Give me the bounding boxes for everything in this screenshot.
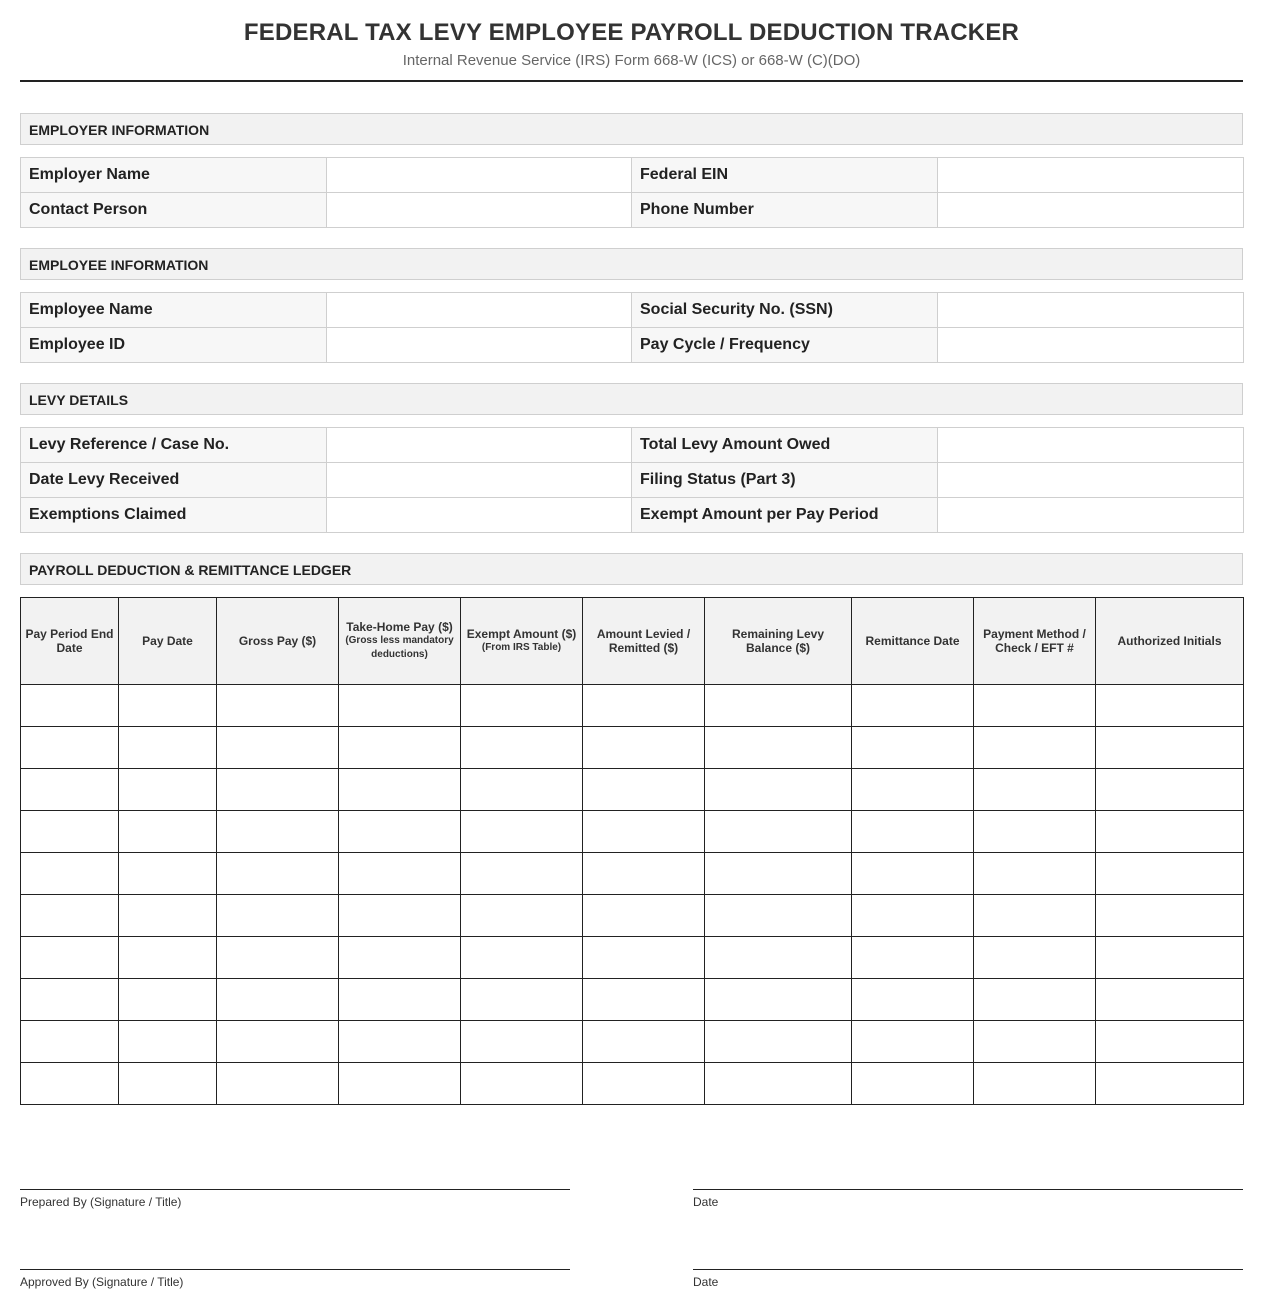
column-header xyxy=(852,598,974,685)
phone-number-field[interactable] xyxy=(938,193,1244,228)
total-levy-field[interactable] xyxy=(938,428,1244,463)
column-header-label: Pay Date xyxy=(142,634,193,648)
ledger-row xyxy=(21,811,1244,853)
ledger-cell[interactable] xyxy=(1096,769,1244,811)
ledger-cell[interactable] xyxy=(217,685,339,727)
ledger-cell[interactable] xyxy=(461,895,583,937)
employee-name-label: Employee Name xyxy=(21,293,327,328)
date-levy-received-field[interactable] xyxy=(327,463,632,498)
ledger-cell[interactable] xyxy=(461,937,583,979)
ledger-cell[interactable] xyxy=(852,895,974,937)
ledger-cell[interactable] xyxy=(217,895,339,937)
ledger-cell[interactable] xyxy=(21,1063,119,1105)
ledger-cell[interactable] xyxy=(1096,853,1244,895)
ledger-cell[interactable] xyxy=(852,685,974,727)
column-header xyxy=(119,598,217,685)
ledger-cell[interactable] xyxy=(339,769,461,811)
ledger-cell[interactable] xyxy=(21,811,119,853)
ledger-cell[interactable] xyxy=(461,1021,583,1063)
ledger-row xyxy=(21,895,1244,937)
header-divider xyxy=(20,80,1243,82)
ledger-cell[interactable] xyxy=(119,727,217,769)
ledger-cell[interactable] xyxy=(583,853,705,895)
ledger-cell[interactable] xyxy=(974,895,1096,937)
ledger-cell[interactable] xyxy=(852,979,974,1021)
ledger-cell[interactable] xyxy=(119,769,217,811)
ledger-cell[interactable] xyxy=(339,1021,461,1063)
column-header xyxy=(583,598,705,685)
ledger-cell[interactable] xyxy=(1096,685,1244,727)
exemptions-claimed-label: Exemptions Claimed xyxy=(21,498,327,533)
ledger-cell[interactable] xyxy=(21,769,119,811)
employee-name-field[interactable] xyxy=(327,293,632,328)
ledger-cell[interactable] xyxy=(119,1063,217,1105)
total-levy-label: Total Levy Amount Owed xyxy=(632,428,938,463)
ledger-cell[interactable] xyxy=(1096,727,1244,769)
ledger-cell[interactable] xyxy=(974,727,1096,769)
ledger-cell[interactable] xyxy=(974,811,1096,853)
ledger-cell[interactable] xyxy=(705,769,852,811)
column-header xyxy=(1096,598,1244,685)
column-header xyxy=(217,598,339,685)
exempt-amount-field[interactable] xyxy=(938,498,1244,533)
ledger-cell[interactable] xyxy=(583,979,705,1021)
column-header-label: Payment Method / Check / EFT # xyxy=(983,627,1086,655)
approved-by-caption: Approved By (Signature / Title) xyxy=(20,1275,184,1289)
prepared-date-signature xyxy=(693,1189,1243,1209)
employer-name-label: Employer Name xyxy=(21,158,327,193)
ledger-cell[interactable] xyxy=(1096,979,1244,1021)
ledger-cell[interactable] xyxy=(119,937,217,979)
column-header-note: (From IRS Table) xyxy=(481,642,562,653)
column-header-label: Take-Home Pay ($) xyxy=(346,620,453,634)
date-line[interactable] xyxy=(693,1189,1243,1190)
ledger-cell[interactable] xyxy=(21,937,119,979)
ledger-cell[interactable] xyxy=(119,685,217,727)
levy-details-table xyxy=(20,427,1244,533)
column-header-label: Remittance Date xyxy=(865,634,960,648)
column-header xyxy=(974,598,1096,685)
ledger-cell[interactable] xyxy=(217,979,339,1021)
ledger-cell[interactable] xyxy=(119,811,217,853)
ledger-cell[interactable] xyxy=(21,727,119,769)
section-ledger-header: PAYROLL DEDUCTION & REMITTANCE LEDGER xyxy=(20,553,1243,585)
ledger-cell[interactable] xyxy=(583,895,705,937)
phone-number-label: Phone Number xyxy=(632,193,938,228)
ledger-cell[interactable] xyxy=(461,853,583,895)
ledger-cell[interactable] xyxy=(974,853,1096,895)
approved-date-signature xyxy=(693,1269,1243,1289)
page-title: FEDERAL TAX LEVY EMPLOYEE PAYROLL DEDUCTION TRACKER xyxy=(243,19,1020,46)
ledger-cell[interactable] xyxy=(974,769,1096,811)
ledger-cell[interactable] xyxy=(461,727,583,769)
column-header-label: Authorized Initials xyxy=(1117,634,1222,648)
employee-row xyxy=(21,328,1244,363)
approved-by-signature xyxy=(20,1269,570,1289)
employee-id-label: Employee ID xyxy=(21,328,327,363)
levy-row xyxy=(21,498,1244,533)
levy-reference-field[interactable] xyxy=(327,428,632,463)
ledger-cell[interactable] xyxy=(705,853,852,895)
employer-row xyxy=(21,193,1244,228)
ledger-cell[interactable] xyxy=(339,685,461,727)
prepared-by-caption: Prepared By (Signature / Title) xyxy=(20,1195,182,1209)
ledger-cell[interactable] xyxy=(705,1063,852,1105)
page-subtitle: Internal Revenue Service (IRS) Form 668-W (ICS) or 668-W (C)(DO) xyxy=(402,52,861,69)
ledger-cell[interactable] xyxy=(1096,937,1244,979)
ledger-cell[interactable] xyxy=(852,811,974,853)
employer-name-field[interactable] xyxy=(327,158,632,193)
ledger-cell[interactable] xyxy=(339,979,461,1021)
employee-info-table xyxy=(20,292,1244,363)
ledger-cell[interactable] xyxy=(21,685,119,727)
ledger-cell[interactable] xyxy=(974,1063,1096,1105)
section-levy-header: LEVY DETAILS xyxy=(20,383,1243,415)
column-header-note: (Gross less mandatory deductions) xyxy=(345,635,454,660)
ledger-cell[interactable] xyxy=(21,1021,119,1063)
ledger-cell[interactable] xyxy=(705,727,852,769)
date-line[interactable] xyxy=(693,1269,1243,1270)
filing-status-field[interactable] xyxy=(938,463,1244,498)
employee-id-field[interactable] xyxy=(327,328,632,363)
ledger-cell[interactable] xyxy=(705,1021,852,1063)
column-header-label: Exempt Amount ($) xyxy=(466,627,577,641)
employee-row xyxy=(21,293,1244,328)
federal-ein-field[interactable] xyxy=(938,158,1244,193)
section-employer-header: EMPLOYER INFORMATION xyxy=(20,113,1243,145)
approved-date-caption: Date xyxy=(693,1275,719,1289)
filing-status-label: Filing Status (Part 3) xyxy=(632,463,938,498)
ledger-cell[interactable] xyxy=(974,685,1096,727)
ledger-cell[interactable] xyxy=(461,979,583,1021)
contact-person-field[interactable] xyxy=(327,193,632,228)
exempt-amount-label: Exempt Amount per Pay Period xyxy=(632,498,938,533)
ledger-cell[interactable] xyxy=(119,1021,217,1063)
employer-info-table xyxy=(20,157,1244,228)
ledger-cell[interactable] xyxy=(217,1063,339,1105)
pay-cycle-field[interactable] xyxy=(938,328,1244,363)
ledger-cell[interactable] xyxy=(705,979,852,1021)
exemptions-claimed-field[interactable] xyxy=(327,498,632,533)
ledger-cell[interactable] xyxy=(1096,1021,1244,1063)
ledger-cell[interactable] xyxy=(583,1021,705,1063)
ledger-cell[interactable] xyxy=(217,769,339,811)
ledger-cell[interactable] xyxy=(705,685,852,727)
ledger-cell[interactable] xyxy=(461,1063,583,1105)
signature-line[interactable] xyxy=(20,1189,570,1190)
ledger-cell[interactable] xyxy=(21,979,119,1021)
ledger-cell[interactable] xyxy=(974,979,1096,1021)
ledger-cell[interactable] xyxy=(852,937,974,979)
ledger-cell[interactable] xyxy=(1096,1063,1244,1105)
pay-cycle-label: Pay Cycle / Frequency xyxy=(632,328,938,363)
ledger-cell[interactable] xyxy=(217,811,339,853)
ledger-cell[interactable] xyxy=(852,853,974,895)
ledger-cell[interactable] xyxy=(339,937,461,979)
ledger-table xyxy=(20,597,1244,1105)
ledger-cell[interactable] xyxy=(461,685,583,727)
ledger-cell[interactable] xyxy=(852,1021,974,1063)
column-header-label: Pay Period End Date xyxy=(25,627,114,655)
ledger-row xyxy=(21,685,1244,727)
ledger-cell[interactable] xyxy=(583,811,705,853)
ledger-row xyxy=(21,1021,1244,1063)
ledger-cell[interactable] xyxy=(1096,895,1244,937)
ledger-cell[interactable] xyxy=(705,937,852,979)
ledger-cell[interactable] xyxy=(852,727,974,769)
ledger-cell[interactable] xyxy=(705,895,852,937)
ledger-cell[interactable] xyxy=(339,727,461,769)
levy-row xyxy=(21,463,1244,498)
ledger-cell[interactable] xyxy=(583,937,705,979)
ssn-field[interactable] xyxy=(938,293,1244,328)
levy-row xyxy=(21,428,1244,463)
ledger-cell[interactable] xyxy=(21,895,119,937)
ledger-row xyxy=(21,769,1244,811)
ledger-cell[interactable] xyxy=(461,769,583,811)
ledger-row xyxy=(21,853,1244,895)
ledger-cell[interactable] xyxy=(583,1063,705,1105)
ledger-cell[interactable] xyxy=(217,727,339,769)
ledger-cell[interactable] xyxy=(217,853,339,895)
ledger-header-row xyxy=(21,598,1244,685)
date-levy-received-label: Date Levy Received xyxy=(21,463,327,498)
ledger-cell[interactable] xyxy=(705,811,852,853)
column-header xyxy=(705,598,852,685)
contact-person-label: Contact Person xyxy=(21,193,327,228)
ledger-cell[interactable] xyxy=(583,685,705,727)
ledger-cell[interactable] xyxy=(339,1063,461,1105)
ledger-body xyxy=(21,685,1244,1105)
section-employee-header: EMPLOYEE INFORMATION xyxy=(20,248,1243,280)
column-header-label: Amount Levied / Remitted ($) xyxy=(596,627,691,655)
ledger-cell[interactable] xyxy=(119,979,217,1021)
column-header xyxy=(21,598,119,685)
column-header-label: Remaining Levy Balance ($) xyxy=(731,627,825,655)
ledger-row xyxy=(21,937,1244,979)
ledger-cell[interactable] xyxy=(339,853,461,895)
ledger-cell[interactable] xyxy=(974,937,1096,979)
ledger-row xyxy=(21,979,1244,1021)
page-header xyxy=(0,0,1263,70)
ledger-row xyxy=(21,1063,1244,1105)
ledger-cell[interactable] xyxy=(217,937,339,979)
ledger-cell[interactable] xyxy=(974,1021,1096,1063)
prepared-by-signature xyxy=(20,1189,570,1209)
ledger-cell[interactable] xyxy=(852,1063,974,1105)
column-header xyxy=(339,598,461,685)
signature-line[interactable] xyxy=(20,1269,570,1270)
ledger-cell[interactable] xyxy=(852,769,974,811)
ledger-cell[interactable] xyxy=(119,895,217,937)
federal-ein-label: Federal EIN xyxy=(632,158,938,193)
ledger-cell[interactable] xyxy=(583,727,705,769)
employer-row xyxy=(21,158,1244,193)
ledger-cell[interactable] xyxy=(1096,811,1244,853)
ledger-cell[interactable] xyxy=(339,811,461,853)
ledger-row xyxy=(21,727,1244,769)
ssn-label: Social Security No. (SSN) xyxy=(632,293,938,328)
ledger-cell[interactable] xyxy=(217,1021,339,1063)
levy-reference-label: Levy Reference / Case No. xyxy=(21,428,327,463)
ledger-cell[interactable] xyxy=(21,853,119,895)
ledger-cell[interactable] xyxy=(119,853,217,895)
prepared-date-caption: Date xyxy=(693,1195,719,1209)
ledger-cell[interactable] xyxy=(583,769,705,811)
ledger-cell[interactable] xyxy=(461,811,583,853)
ledger-cell[interactable] xyxy=(339,895,461,937)
column-header xyxy=(461,598,583,685)
column-header-label: Gross Pay ($) xyxy=(238,634,317,648)
